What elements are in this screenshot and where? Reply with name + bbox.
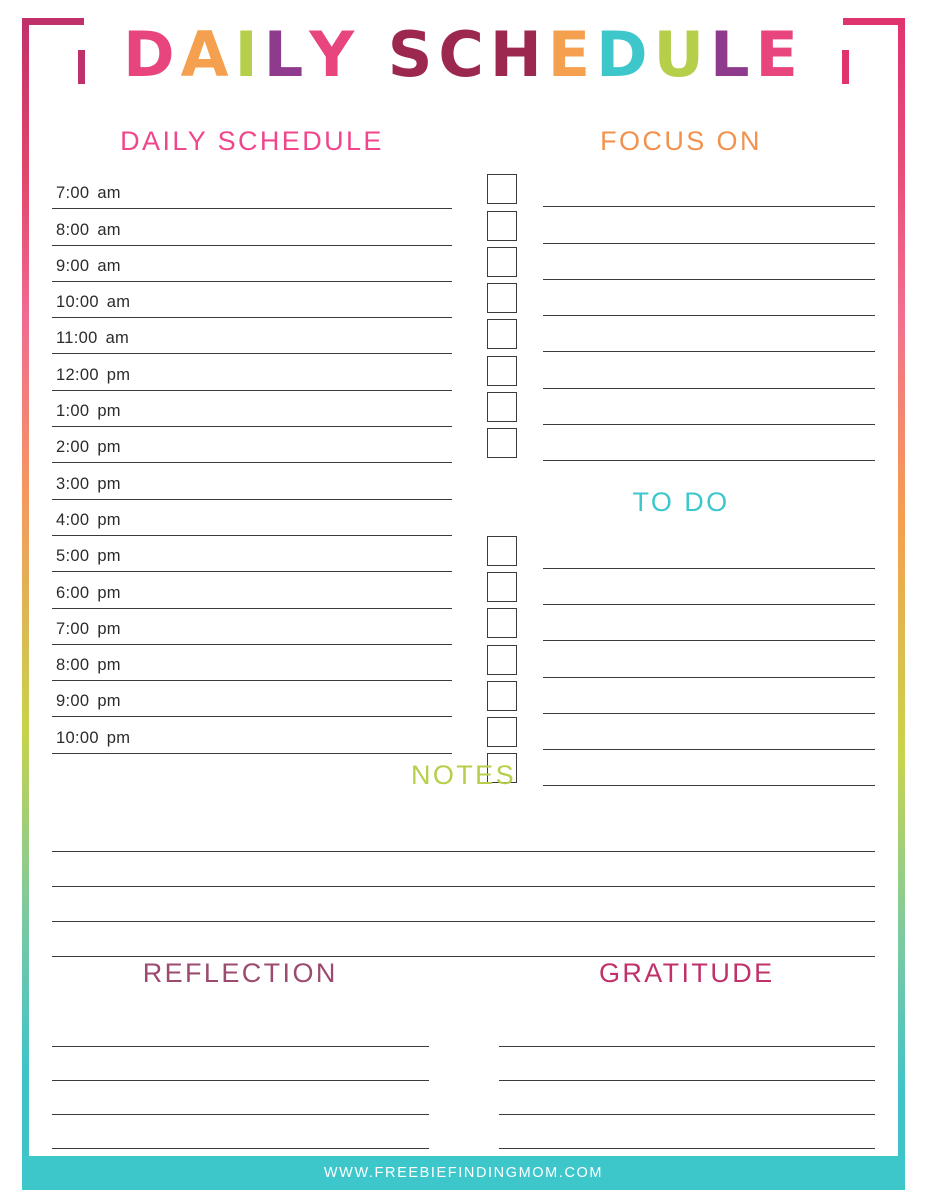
schedule-time-label: 8:00 pm <box>56 656 121 675</box>
write-in-line[interactable] <box>543 322 875 352</box>
focus-on-row[interactable] <box>487 316 875 352</box>
title-letter: C <box>438 18 490 91</box>
focus-on-heading: FOCUS ON <box>600 126 762 156</box>
schedule-time-label: 1:00 pm <box>56 402 121 421</box>
focus-on-rows <box>487 171 875 461</box>
write-in-line[interactable] <box>543 214 875 244</box>
notes-line[interactable] <box>52 922 875 957</box>
title-letter: L <box>263 18 310 91</box>
focus-on-row[interactable] <box>487 352 875 388</box>
daily-schedule-heading: DAILY SCHEDULE <box>120 126 384 156</box>
title-letter: D <box>596 18 654 91</box>
checkbox[interactable] <box>487 536 517 566</box>
title-letter: D <box>123 18 181 91</box>
checkbox-cell <box>487 428 543 461</box>
title-letter: A <box>180 18 235 91</box>
reflection-line[interactable] <box>52 1013 429 1047</box>
schedule-ampm-label: pm <box>106 365 131 384</box>
schedule-ampm-label: pm <box>97 692 121 711</box>
checkbox[interactable] <box>487 356 517 386</box>
schedule-row[interactable] <box>52 427 452 463</box>
focus-on-row[interactable] <box>487 280 875 316</box>
checkbox[interactable] <box>487 681 517 711</box>
gratitude-section <box>499 958 876 1149</box>
schedule-time-label: 7:00 am <box>56 184 121 203</box>
gratitude-line[interactable] <box>499 1047 876 1081</box>
title-letter: H <box>489 18 548 91</box>
checkbox-cell <box>487 211 543 244</box>
checkbox[interactable] <box>487 428 517 458</box>
schedule-row[interactable] <box>52 391 452 427</box>
notes-heading: NOTES <box>410 760 516 790</box>
gratitude-line[interactable] <box>499 1081 876 1115</box>
to-do-row[interactable] <box>487 678 875 714</box>
write-in-line[interactable] <box>543 539 875 569</box>
write-in-line[interactable] <box>543 684 875 714</box>
schedule-row[interactable] <box>52 463 452 499</box>
title-letter: L <box>709 18 756 91</box>
to-do-row[interactable] <box>487 641 875 677</box>
schedule-ampm-label: am <box>97 184 121 203</box>
focus-on-row[interactable] <box>487 425 875 461</box>
write-in-line[interactable] <box>543 177 875 207</box>
reflection-heading: REFLECTION <box>142 958 338 988</box>
title-letter: U <box>653 18 710 91</box>
notes-line[interactable] <box>52 887 875 922</box>
checkbox-cell <box>487 645 543 678</box>
write-in-line[interactable] <box>543 611 875 641</box>
checkbox[interactable] <box>487 645 517 675</box>
schedule-time-label: 6:00 pm <box>56 583 121 602</box>
checkbox-cell <box>487 681 543 714</box>
checkbox[interactable] <box>487 247 517 277</box>
schedule-row[interactable] <box>52 681 452 717</box>
schedule-time-label: 4:00 pm <box>56 510 121 529</box>
schedule-time-label: 5:00 pm <box>56 547 121 566</box>
schedule-time-label: 8:00 am <box>56 220 121 239</box>
checkbox[interactable] <box>487 572 517 602</box>
schedule-row[interactable] <box>52 246 452 282</box>
checkbox[interactable] <box>487 392 517 422</box>
notes-rows <box>52 817 875 957</box>
checkbox[interactable] <box>487 283 517 313</box>
checkbox-cell <box>487 608 543 641</box>
schedule-time-label: 12:00 pm <box>56 365 131 384</box>
border-right <box>898 18 905 1164</box>
schedule-ampm-label: pm <box>97 402 121 421</box>
footer-bar <box>22 1156 905 1190</box>
to-do-rows <box>487 532 875 786</box>
to-do-row[interactable] <box>487 569 875 605</box>
schedule-time-label: 2:00 pm <box>56 438 121 457</box>
checkbox-cell <box>487 572 543 605</box>
checkbox-cell <box>487 247 543 280</box>
schedule-time-label: 11:00 am <box>56 329 130 348</box>
schedule-time-label: 9:00 am <box>56 256 121 275</box>
schedule-time-label: 3:00 pm <box>56 474 121 493</box>
schedule-ampm-label: pm <box>97 438 121 457</box>
schedule-time-label: 10:00 pm <box>56 728 131 747</box>
gratitude-heading: GRATITUDE <box>598 958 775 988</box>
schedule-time-label: 7:00 pm <box>56 619 121 638</box>
checkbox[interactable] <box>487 174 517 204</box>
schedule-time-label: 10:00 am <box>56 293 131 312</box>
checkbox-cell <box>487 717 543 750</box>
reflection-section <box>52 958 429 1149</box>
schedule-ampm-label: pm <box>97 619 121 638</box>
focus-on-row[interactable] <box>487 244 875 280</box>
reflection-line[interactable] <box>52 1081 429 1115</box>
reflection-line[interactable] <box>52 1115 429 1149</box>
to-do-row[interactable] <box>487 714 875 750</box>
schedule-ampm-label: am <box>105 329 130 348</box>
checkbox[interactable] <box>487 608 517 638</box>
schedule-row[interactable] <box>52 209 452 245</box>
checkbox-cell <box>487 319 543 352</box>
schedule-row[interactable] <box>52 572 452 608</box>
page-title <box>0 18 927 91</box>
schedule-ampm-label: am <box>106 293 131 312</box>
title-letter: S <box>387 18 439 91</box>
notes-line[interactable] <box>52 817 875 852</box>
title-letter: E <box>755 18 804 91</box>
schedule-row[interactable] <box>52 500 452 536</box>
schedule-ampm-label: pm <box>97 510 121 529</box>
checkbox-cell <box>487 283 543 316</box>
write-in-line[interactable] <box>543 648 875 678</box>
schedule-row[interactable] <box>52 609 452 645</box>
write-in-line[interactable] <box>543 250 875 280</box>
schedule-row[interactable] <box>52 354 452 390</box>
checkbox-cell <box>487 356 543 389</box>
schedule-ampm-label: pm <box>106 728 131 747</box>
to-do-row[interactable] <box>487 532 875 568</box>
title-letter: Y <box>309 18 361 91</box>
schedule-row[interactable] <box>52 717 452 753</box>
reflection-rows <box>52 1013 429 1149</box>
schedule-ampm-label: am <box>97 220 121 239</box>
schedule-row[interactable] <box>52 645 452 681</box>
title-letter <box>360 24 388 86</box>
title-letter: E <box>547 18 597 91</box>
daily-schedule-section <box>52 126 452 754</box>
checkbox-cell <box>487 536 543 569</box>
gratitude-line[interactable] <box>499 1013 876 1047</box>
checkbox[interactable] <box>487 717 517 747</box>
bottom-sections <box>52 958 875 1149</box>
write-in-line[interactable] <box>543 720 875 750</box>
focus-on-row[interactable] <box>487 207 875 243</box>
reflection-line[interactable] <box>52 1047 429 1081</box>
footer-url: WWW.FREEBIEFINDINGMOM.COM <box>323 1165 604 1181</box>
notes-line[interactable] <box>52 852 875 887</box>
write-in-line[interactable] <box>543 395 875 425</box>
notes-section <box>52 760 875 957</box>
write-in-line[interactable] <box>543 575 875 605</box>
checkbox[interactable] <box>487 211 517 241</box>
right-column <box>487 126 875 786</box>
schedule-rows <box>52 173 452 754</box>
schedule-ampm-label: pm <box>97 656 121 675</box>
schedule-row[interactable] <box>52 536 452 572</box>
write-in-line[interactable] <box>543 359 875 389</box>
border-left <box>22 18 29 1164</box>
schedule-time-label: 9:00 pm <box>56 692 121 711</box>
schedule-ampm-label: pm <box>97 547 121 566</box>
schedule-ampm-label: pm <box>97 474 121 493</box>
gratitude-line[interactable] <box>499 1115 876 1149</box>
checkbox-cell <box>487 392 543 425</box>
schedule-row[interactable] <box>52 173 452 209</box>
to-do-heading: TO DO <box>632 487 730 518</box>
to-do-row[interactable] <box>487 605 875 641</box>
schedule-ampm-label: pm <box>97 583 121 602</box>
write-in-line[interactable] <box>543 286 875 316</box>
checkbox-cell <box>487 174 543 207</box>
gratitude-rows <box>499 1013 876 1149</box>
checkbox[interactable] <box>487 319 517 349</box>
schedule-ampm-label: am <box>97 256 121 275</box>
write-in-line[interactable] <box>543 431 875 461</box>
schedule-row[interactable] <box>52 282 452 318</box>
focus-on-row[interactable] <box>487 389 875 425</box>
focus-on-row[interactable] <box>487 171 875 207</box>
title-letter: I <box>234 18 264 91</box>
schedule-row[interactable] <box>52 318 452 354</box>
